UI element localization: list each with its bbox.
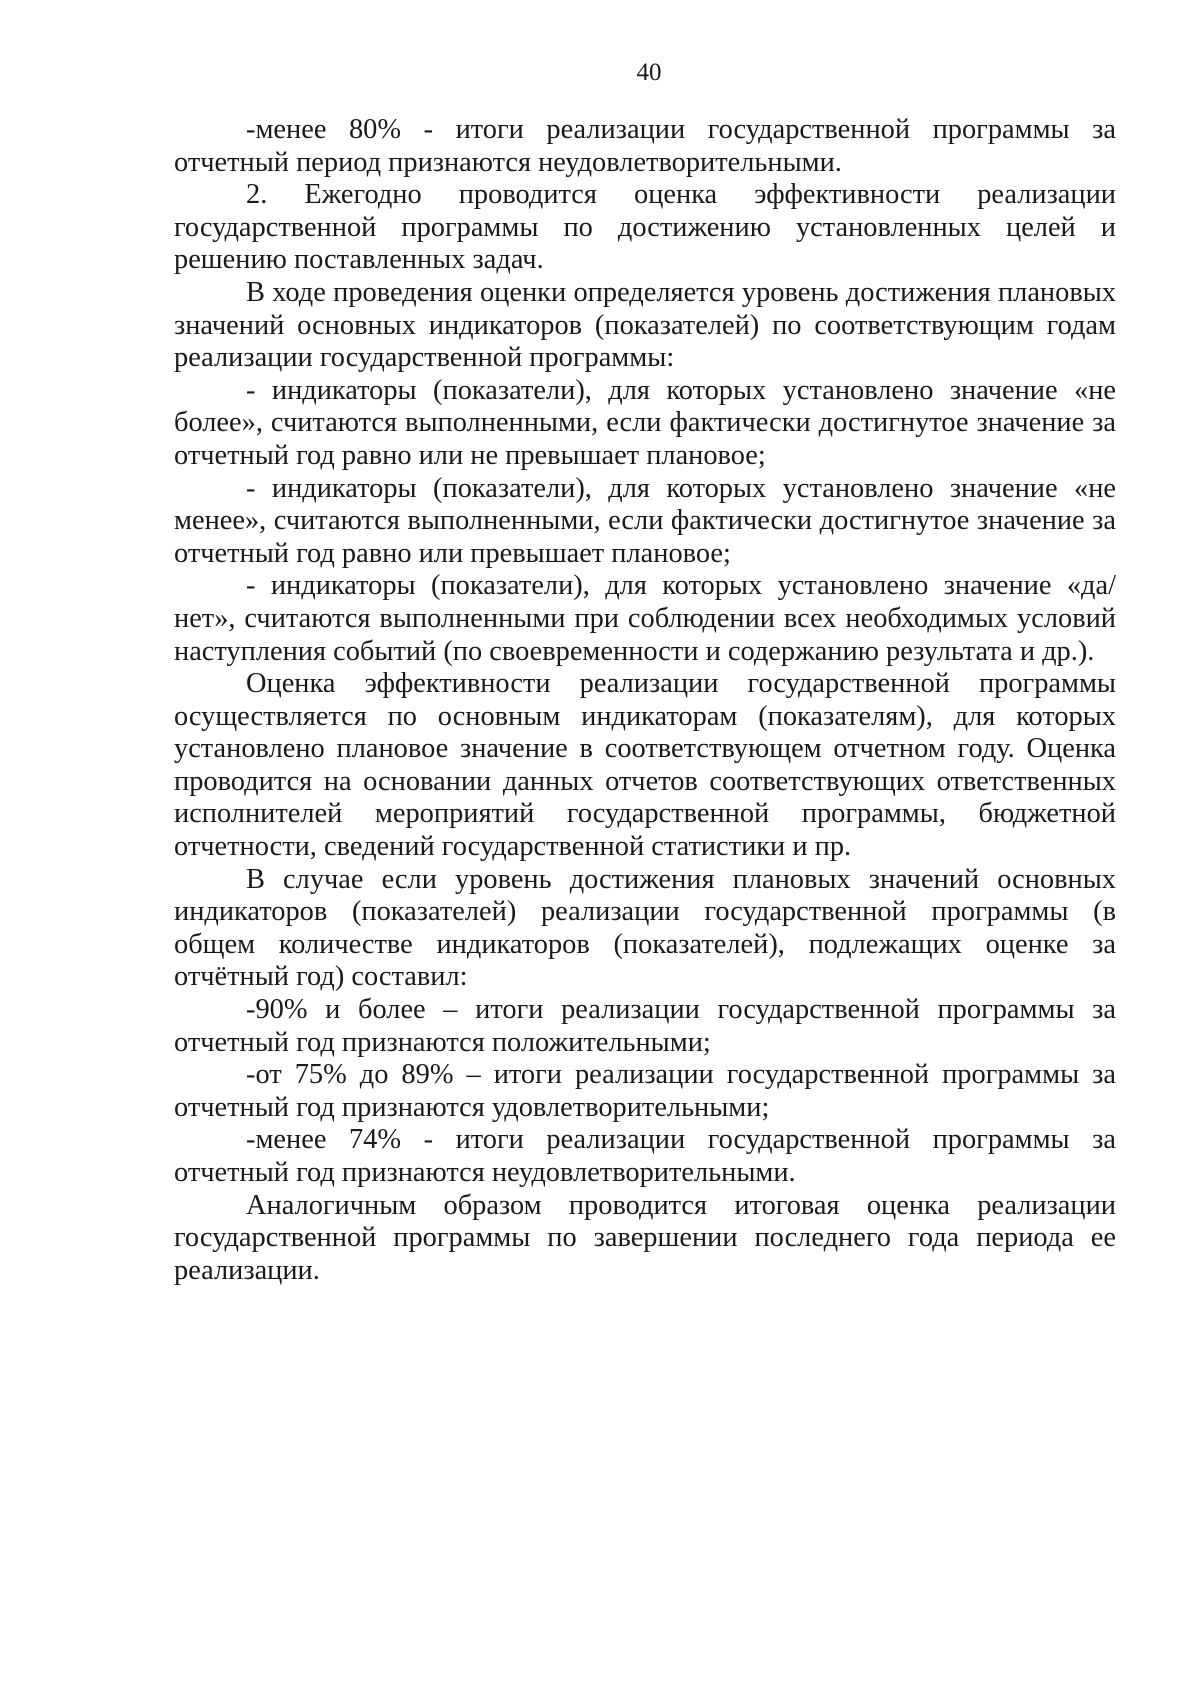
paragraph-final-evaluation: Аналогичным образом проводится итоговая оценка реализации государственной программы по завершении последнего года периода ее реализации. [174,1189,1116,1286]
paragraph-not-more-indicators: - индикаторы (показатели), для которых установлено значение «не более», считаются выполненными, если фактически достигнутое значение за отчетный год равно или не превышает плановое; [174,374,1116,471]
paragraph-annual-evaluation: 2. Ежегодно проводится оценка эффективности реализации государственной программы по достижению установленных целей и решению поставленных задач. [174,179,1116,276]
paragraph-yes-no-indicators: - индикаторы (показатели), для которых установлено значение «да/нет», считаются выполненными при соблюдении всех необходимых условий наступления событий (по своевременности и содержанию результата и др.). [174,570,1116,667]
paragraph-90-positive: -90% и более – итоги реализации государственной программы за отчетный год признаются положительными; [174,994,1116,1058]
page-number: 40 [636,59,662,86]
paragraph-75-89-satisfactory: -от 75% до 89% – итоги реализации государственной программы за отчетный год признаются удовлетворительными; [174,1059,1116,1123]
paragraph-evaluation-process: В ходе проведения оценки определяется уровень достижения плановых значений основных индикаторов (показателей) по соответствующим годам реализации государственной программы: [174,276,1116,374]
document-body [174,114,1116,1287]
paragraph-effectiveness-basis: Оценка эффективности реализации государственной программы осуществляется по основным индикаторам (показателям), для которых установлено плановое значение в соответствующем отчетном году. Оценка проводится на основании данных отчетов соответствующих ответственных исполнителей мероприятий государственной программы, бюджетной отчетности, сведений государственной статистики и пр. [174,668,1116,863]
paragraph-not-less-indicators: - индикаторы (показатели), для которых установлено значение «не менее», считаются выполненными, если фактически достигнутое значение за отчетный год равно или превышает плановое; [174,472,1116,569]
paragraph-less-80-unsatisfactory: -менее 80% - итоги реализации государственной программы за отчетный период признаются неудовлетворительными. [174,114,1116,178]
paragraph-less-74-unsatisfactory: -менее 74% - итоги реализации государственной программы за отчетный год признаются неудовлетворительными. [174,1124,1116,1188]
paragraph-achievement-level: В случае если уровень достижения плановых значений основных индикаторов (показателей) реализации государственной программы (в общем количестве индикаторов (показателей), подлежащих оценке за отчётный год) составил: [174,863,1116,993]
